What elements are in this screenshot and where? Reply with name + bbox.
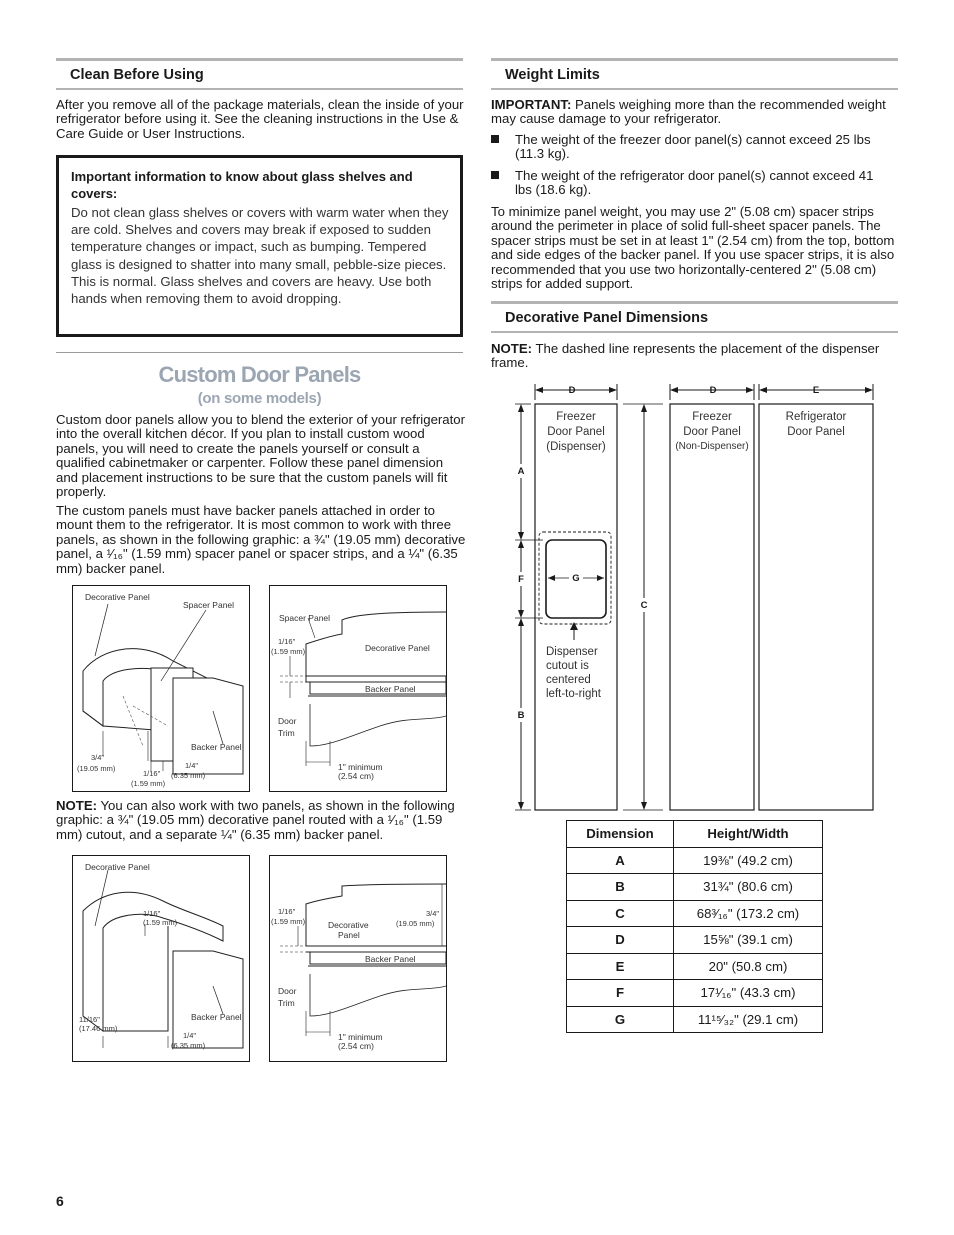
- fig4-door-label: Door: [278, 986, 297, 996]
- clean-heading: Clean Before Using: [70, 67, 204, 83]
- table-row: E 20" (50.8 cm): [567, 953, 823, 980]
- svg-text:(Dispenser): (Dispenser): [546, 441, 606, 453]
- fig3-116mm-label: (1.59 mm): [143, 918, 178, 927]
- fig1-34mm-label: (19.05 mm): [77, 764, 116, 773]
- bullet-icon: [491, 135, 499, 143]
- section-rule: [491, 331, 898, 333]
- fig1-backer-label: Backer Panel: [191, 742, 242, 752]
- dispenser-note: NOTE: The dashed line represents the placement of the dispenser frame.: [491, 341, 880, 371]
- glass-warning-title: Important information to know about glass shelves and covers:: [71, 169, 413, 201]
- section-rule: [491, 301, 898, 304]
- custom-panels-title: Custom Door Panels: [158, 362, 361, 387]
- fig2-door-label: Door: [278, 716, 297, 726]
- fig1-34-label: 3/4": [91, 753, 105, 762]
- dim-letter-d: D: [568, 385, 576, 396]
- page-number: 6: [56, 1193, 64, 1209]
- fig3-14-label: 1/4": [183, 1031, 197, 1040]
- svg-text:(Non-Dispenser): (Non-Dispenser): [675, 441, 749, 452]
- list-item: The weight of the refrigerator door panel(s) cannot exceed 41 lbs (18.6 kg).: [491, 169, 896, 199]
- svg-text:Door Panel: Door Panel: [547, 426, 605, 438]
- svg-text:left-to-right: left-to-right: [546, 688, 601, 700]
- dim-letter-d: D: [709, 385, 717, 396]
- panel-dimensions-diagram: [491, 378, 901, 818]
- dim-letter-f: F: [518, 574, 524, 585]
- table-row: F 17¹⁄₁₆" (43.3 cm): [567, 980, 823, 1007]
- section-rule: [491, 58, 898, 61]
- fig3-1116-label: 11/16": [79, 1015, 100, 1024]
- two-panel-note: NOTE: You can also work with two panels, as shown in the following graphic: a ¾" (19.05 mm) decorative panel routed with a ¹⁄₁₆" (1.59 mm) cutout, and a separate ¼" (6.35 mm) backer panel.: [56, 798, 455, 842]
- fig2-spacer-label: Spacer Panel: [279, 613, 331, 623]
- table-row: C 68³⁄₁₆" (173.2 cm): [567, 900, 823, 927]
- section-rule: [56, 58, 463, 61]
- table-row: G 11¹⁵⁄₃₂" (29.1 cm): [567, 1006, 823, 1033]
- custom-panels-subtitle: (on some models): [197, 390, 322, 407]
- dim-letter-a: A: [517, 466, 525, 477]
- fig1-14mm-label: (6.35 mm): [171, 771, 206, 780]
- column-header: Dimension: [567, 821, 674, 848]
- fig2-min-label: 1" minimum: [338, 762, 383, 772]
- weight-body: To minimize panel weight, you may use 2" (5.08 cm) spacer strips around the perimeter in place of solid full-sheet spacer panels. The spacer strips must be set in at least 1" (2.54 cm) from the top, bottom and side edges of the backer panel. If you use spacer strips, it is also recommended that you use two horizontally-centered 2" (5.08 cm) strips for added support.: [491, 204, 895, 292]
- section-rule: [56, 88, 463, 90]
- fig1-14-label: 1/4": [185, 761, 199, 770]
- table-row: B 31¾" (80.6 cm): [567, 874, 823, 901]
- fig2-minmm-label: (2.54 cm): [338, 771, 374, 781]
- dim-letter-b: B: [517, 710, 525, 721]
- fig3-14mm-label: (6.35 mm): [171, 1041, 206, 1050]
- three-panel-figure: [72, 585, 250, 792]
- custom-panels-intro: Custom door panels allow you to blend the exterior of your refrigerator into the overall kitchen décor. If you plan to install custom wood panels, you will need to create the panels yourself or consult a qualified cabinetmaker or carpenter. Follow these panel dimension and placement instructions to be sure that the custom panels will fit properly.: [56, 412, 466, 500]
- weight-important: IMPORTANT: Panels weighing more than the recommended weight may cause damage to your refrigerator.: [491, 97, 886, 127]
- fig4-trim-label: Trim: [278, 998, 295, 1008]
- fig2-116-label: 1/16": [278, 637, 296, 646]
- fig3-116-label: 1/16": [143, 909, 161, 918]
- fig3-backer-label: Backer Panel: [191, 1012, 242, 1022]
- table-row: A 19⅜" (49.2 cm): [567, 847, 823, 874]
- dim-letter-e: E: [812, 385, 820, 396]
- table-header-row: [567, 821, 823, 848]
- fig3-decorative-label: Decorative Panel: [85, 862, 150, 872]
- fig2-backer-label: Backer Panel: [365, 684, 416, 694]
- fig4-decorative-label: Decorative: [328, 920, 369, 930]
- list-item: The weight of the freezer door panel(s) cannot exceed 25 lbs (11.3 kg).: [491, 133, 896, 163]
- bullet-icon: [491, 171, 499, 179]
- clean-body: After you remove all of the package materials, clean the inside of your refrigerator before using it. See the cleaning instructions in the Use & Care Guide or User Instructions.: [56, 97, 464, 141]
- glass-warning-box: [56, 155, 463, 337]
- section-rule: [56, 352, 463, 353]
- weight-heading: Weight Limits: [505, 67, 600, 83]
- fig4-backer-label: Backer Panel: [365, 954, 416, 964]
- svg-text:Freezer: Freezer: [692, 411, 732, 423]
- fig2-trim-label: Trim: [278, 728, 295, 738]
- fig4-minmm-label: (2.54 cm): [338, 1041, 374, 1051]
- three-panel-section-figure: [269, 585, 447, 792]
- svg-text:cutout is: cutout is: [546, 660, 589, 672]
- two-panel-section-figure: [269, 855, 447, 1062]
- fig4-min-label: 1" minimum: [338, 1032, 383, 1042]
- svg-text:Freezer: Freezer: [556, 411, 596, 423]
- fig4-116-label: 1/16": [278, 907, 296, 916]
- svg-text:Dispenser: Dispenser: [546, 646, 598, 658]
- fig4-panel-label: Panel: [338, 930, 360, 940]
- fig2-116mm-label: (1.59 mm): [271, 647, 306, 656]
- glass-warning-body: Do not clean glass shelves or covers with warm water when they are cold. Shelves and covers may break if exposed to sudden temperature changes or impact, such as bumping. Tempered glass is designed to shatter into many small, pebble-size pieces. This is normal. Glass shelves and covers are heavy. Use both hands when removing them to avoid dropping.: [71, 205, 449, 307]
- table-row: D 15⅝" (39.1 cm): [567, 927, 823, 954]
- fig3-1116mm-label: (17.46 mm): [79, 1024, 118, 1033]
- dimension-table: [566, 820, 823, 1033]
- custom-panels-backer-text: The custom panels must have backer panels attached in order to mount them to the refrigerator. It is most common to work with three panels, as shown in the following graphic: a ¾" (19.05 mm) decorative panel, a ¹⁄₁₆" (1.59 mm) spacer panel or spacer strips, and a ¼" (6.35 mm) backer panel.: [56, 503, 466, 576]
- fig1-spacer-label: Spacer Panel: [183, 600, 235, 610]
- decorative-dimensions-heading: Decorative Panel Dimensions: [505, 310, 709, 326]
- column-header: Height/Width: [674, 821, 823, 848]
- svg-text:Door Panel: Door Panel: [787, 426, 845, 438]
- svg-text:centered: centered: [546, 674, 591, 686]
- svg-text:Refrigerator: Refrigerator: [785, 411, 847, 423]
- fig2-decorative-label: Decorative Panel: [365, 643, 430, 653]
- section-rule: [491, 88, 898, 90]
- svg-text:Door Panel: Door Panel: [683, 426, 741, 438]
- fig1-decorative-label: Decorative Panel: [85, 592, 150, 602]
- fig4-34-label: 3/4": [426, 909, 440, 918]
- two-panel-figure: [72, 855, 250, 1062]
- dim-letter-c: C: [640, 600, 648, 611]
- fig4-116mm-label: (1.59 mm): [271, 917, 306, 926]
- fig1-116mm-label: (1.59 mm): [131, 779, 166, 788]
- fig4-34mm-label: (19.05 mm): [396, 919, 435, 928]
- fig1-116-label: 1/16": [143, 769, 161, 778]
- dim-letter-g: G: [572, 573, 580, 584]
